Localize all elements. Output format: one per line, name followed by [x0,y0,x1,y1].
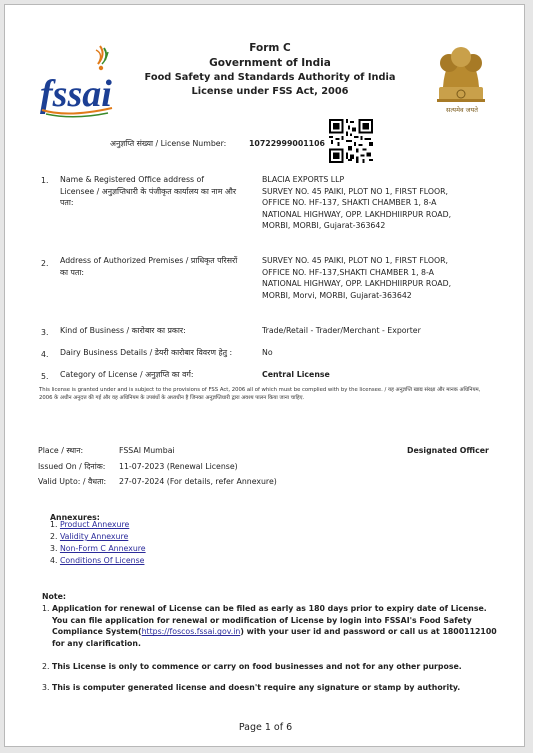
conditions-of-license-link[interactable]: Conditions Of License [59,556,145,565]
item-label-premises: Address of Authorized Premises / प्राधिकृत परिसरों का पता: [60,256,238,277]
act-title: License under FSS Act, 2006 [191,86,349,97]
qr-code [329,119,373,163]
validity-annexure-link[interactable]: Validity Annexure [59,532,129,541]
authority-title: Food Safety and Standards Authority of India [144,72,396,83]
license-terms: This license is granted under and is subject to the provisions of FSS Act, 2006 all of which must be complied with by the licensee. / यह अनुज्ञप्ति खाद्य संरक्षा और मानक अधिनियम, 2006 के अधीन अनुदत्त की गई और वह अधिनियम के उपबंधों के अध्यधीन है जिनका अनुज्ञप्तिधारी द्वारा अवश्य पालन किया जाना चाहिए. [39,387,481,401]
note-renewal: 1. Application for renewal of License can be filed as early as 180 days prior to expiry date of License. You can file application for renewal or modification of License by login into FSSAI's Food Safety Compliance System(https://foscos.fssai.gov.in) with your user id and password or call us at 1800112100 for any clarification. [42,604,497,649]
item-label-dairy: Dairy Business Details / डेयरी कारोबार विवरण हेतु : [60,348,233,357]
issued-value: 11-07-2023 (Renewal License) [119,462,238,471]
license-number: 10722999001106 [249,139,325,148]
page-number: Page 1 of 6 [238,722,293,733]
issued-label: Issued On / दिनांक: [38,462,106,471]
note-title: Note: [42,592,67,601]
place-value: FSSAI Mumbai [119,446,175,455]
licensee-name: BLACIA EXPORTS LLP [262,175,345,184]
license-page [4,4,525,747]
annexure-item: 4. Conditions Of License [50,556,145,565]
non-form-c-annexure-link[interactable]: Non-Form C Annexure [59,544,146,553]
place-label: Place / स्थान: [38,446,84,455]
designated-officer: Designated Officer [407,446,489,455]
item-number: 2. [41,259,49,268]
note-computer-generated: 3. This is computer generated license and doesn't require any signature or stamp by authority. [42,683,461,692]
valid-value: 27-07-2024 (For details, refer Annexure) [119,477,277,486]
fssai-logo [38,42,118,120]
licensee-address: SURVEY NO. 45 PAIKI, PLOT NO 1, FIRST FLOOR, OFFICE NO. HF-137, SHAKTI CHAMBER 1, 8-A NATIONAL HIGHWAY, OPP. LAKHDHIIRPUR ROAD, MORBI, MORBI, Gujarat-363642 [262,186,452,230]
annexure-item: 3. Non-Form C Annexure [50,544,146,553]
item-label-category: Category of License / अनुज्ञप्ति का वर्ग: [60,370,194,379]
government-title: Government of India [209,57,331,69]
license-category: Central License [262,370,330,379]
note-purpose: 2. This License is only to commence or carry on food businesses and not for any other purpose. [42,662,462,671]
annexure-item: 1. Product Annexure [50,520,130,529]
premises-address: SURVEY NO. 45 PAIKI, PLOT NO 1, FIRST FLOOR, OFFICE NO. HF-137,SHAKTI CHAMBER 1, 8-A NATIONAL HIGHWAY, OPP. LAKHDHIIRPUR ROAD, MORBI, Morvi, MORBI, Gujarat-363642 [262,256,452,300]
business-kind: Trade/Retail - Trader/Merchant - Exporter [262,326,421,335]
form-title: Form C [249,42,291,54]
item-label-licensee: Name & Registered Office address of Licensee / अनुज्ञप्तिधारी के पंजीकृत कार्यालय का नाम और पता: [60,175,237,207]
foscos-link[interactable]: https://foscos.fssai.gov.in [141,627,241,637]
valid-label: Valid Upto: / वैधता: [38,477,107,486]
svg-text:fssai: fssai [40,73,112,115]
license-number-label: अनुज्ञप्ति संख्या / License Number: [110,139,227,148]
item-number: 3. [41,328,49,337]
annexures-title: Annexures: [50,513,100,522]
dairy-details: No [262,348,273,357]
item-number: 5. [41,372,49,381]
item-number: 4. [41,350,49,359]
annexure-item: 2. Validity Annexure [50,532,129,541]
emblem-caption: सत्यमेव जयते [446,106,478,114]
product-annexure-link[interactable]: Product Annexure [59,520,130,529]
item-number: 1. [41,176,49,185]
item-label-business: Kind of Business / कारोबार का प्रकार: [60,326,186,335]
